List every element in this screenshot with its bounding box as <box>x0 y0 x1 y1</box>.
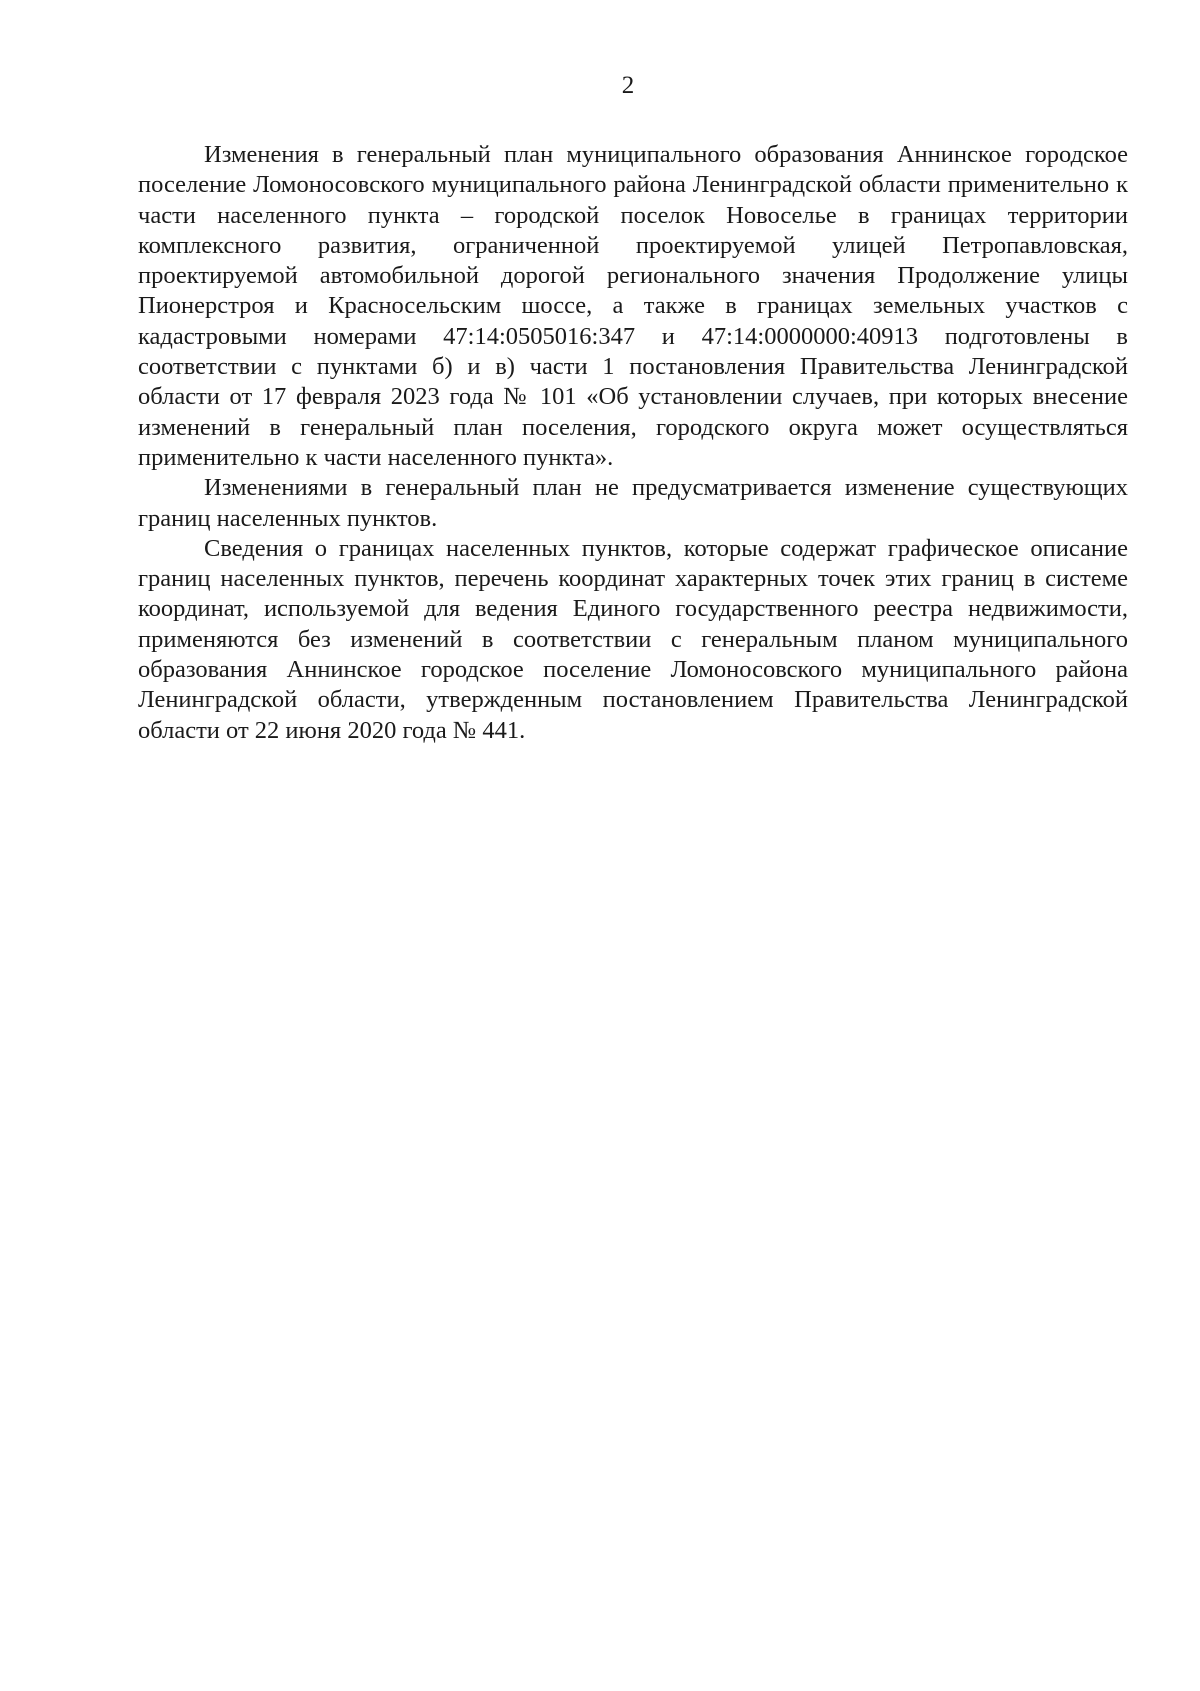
paragraph-plan-changes-basis: Изменения в генеральный план муниципального образования Аннинское городское поселение Ломоносовского муниципального района Ленинградской области применительно к части населенного пункта – городской поселок Новоселье в границах территории комплексного развития, ограниченной проектируемой улицей Петропавловская, проектируемой автомобильной дорогой регионального значения Продолжение улицы Пионерстроя и Красносельским шоссе, а также в границах земельных участков с кадастровыми номерами 47:14:0505016:347 и 47:14:0000000:40913 подготовлены в соответствии с пунктами б) и в) части 1 постановления Правительства Ленинградской области от 17 февраля 2023 года № 101 «Об установлении случаев, при которых внесение изменений в генеральный план поселения, городского округа может осуществляться применительно к части населенного пункта». <box>138 141 1128 471</box>
paragraph-boundary-information: Сведения о границах населенных пунктов, которые содержат графическое описание границ населенных пунктов, перечень координат характерных точек этих границ в системе координат, используемой для ведения Единого государственного реестра недвижимости, применяются без изменений в соответствии с генеральным планом муниципального образования Аннинское городское поселение Ломоносовского муниципального района Ленинградской области, утвержденным постановлением Правительства Ленинградской области от 22 июня 2020 года № 441. <box>138 534 1128 744</box>
page-number: 2 <box>621 72 635 99</box>
document-body <box>138 140 1128 746</box>
paragraph-no-boundary-change: Изменениями в генеральный план не предусматривается изменение существующих границ населенных пунктов. <box>138 474 1128 532</box>
